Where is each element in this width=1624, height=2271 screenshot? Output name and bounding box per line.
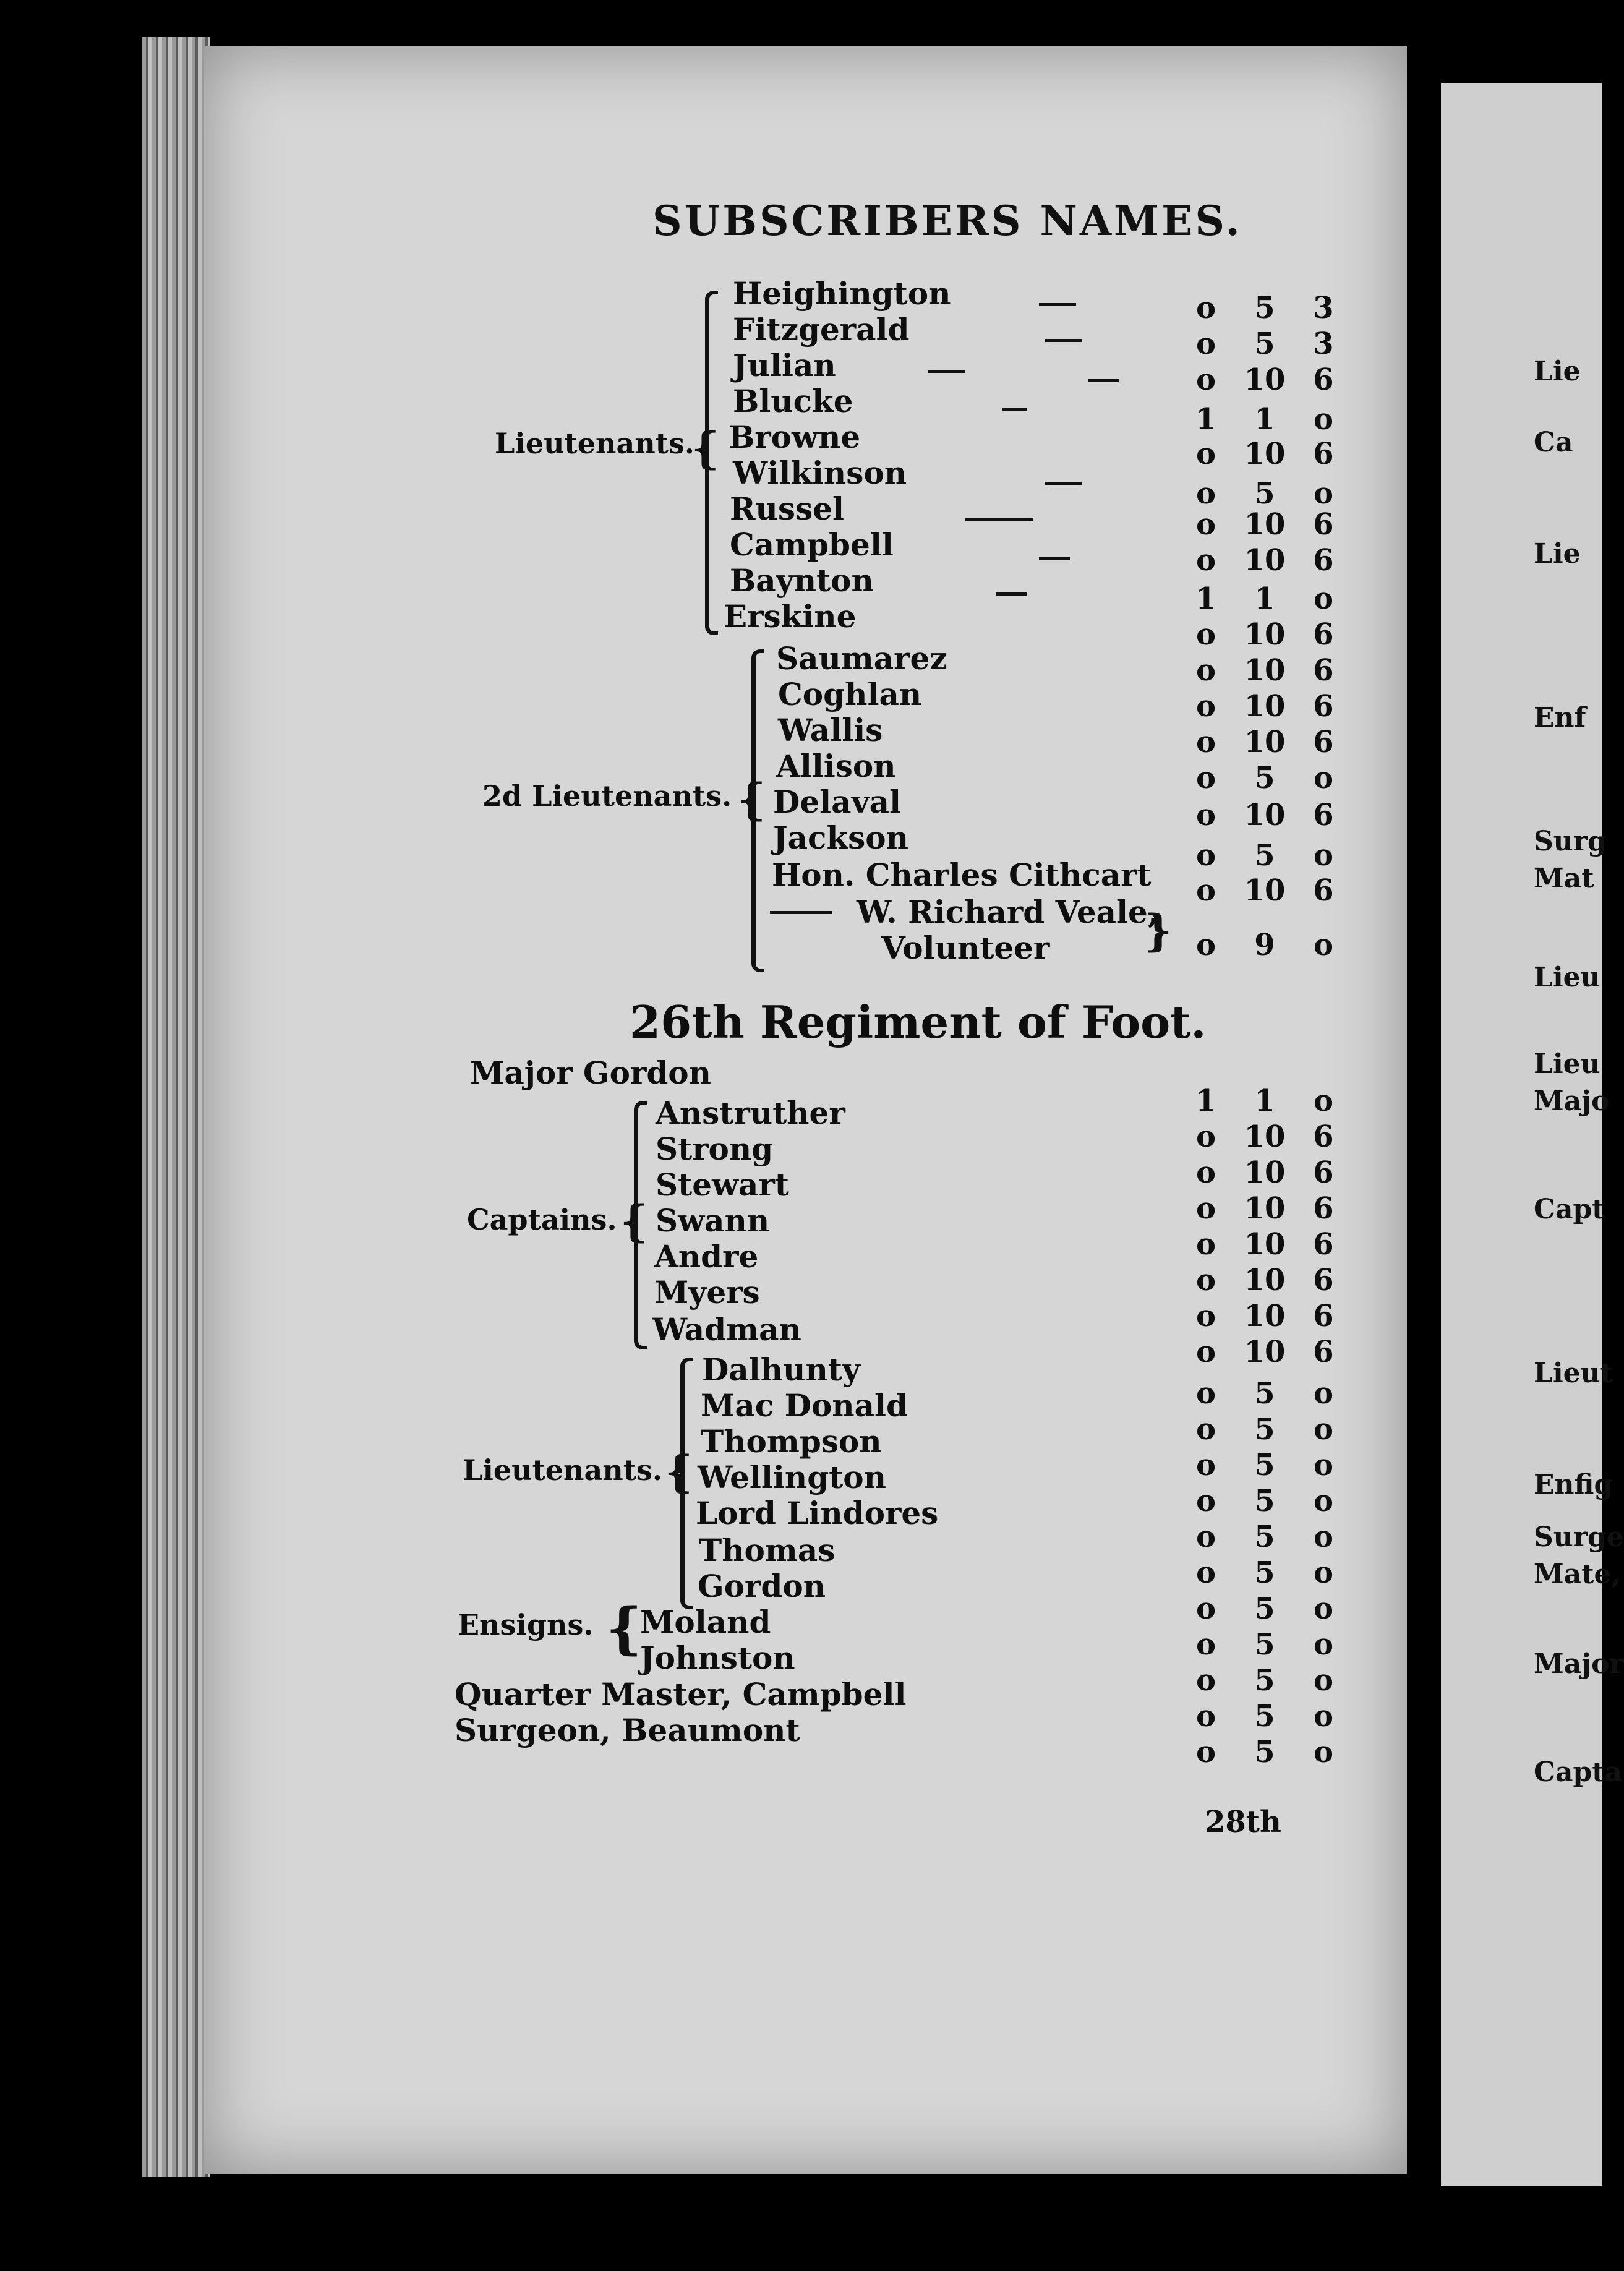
- facing-word: Ca: [1534, 427, 1573, 458]
- amount-row: o 5 o: [1195, 1735, 1333, 1769]
- subscriber-name: Baynton: [730, 562, 874, 599]
- facing-page: [1441, 83, 1602, 2186]
- amount-row: o 5 o: [1195, 1555, 1333, 1590]
- subscriber-name: Johnston: [640, 1640, 795, 1676]
- facing-word: Lieut: [1534, 1358, 1613, 1389]
- rule: [965, 518, 1033, 521]
- rank-label: Ensigns.: [458, 1608, 594, 1641]
- subscriber-name: Moland: [640, 1604, 771, 1640]
- subscriber-name: Major Gordon: [470, 1054, 711, 1091]
- rule: [770, 911, 832, 914]
- subscriber-name: Julian: [733, 347, 836, 383]
- amount-row: o 10 6: [1195, 798, 1334, 832]
- amount-row: o 5 3: [1195, 291, 1334, 325]
- amount-row: o 5 o: [1195, 838, 1333, 873]
- subscriber-name: Heighington: [733, 275, 951, 312]
- facing-word: Capta: [1534, 1756, 1623, 1788]
- rule: [928, 370, 965, 373]
- amount-row: o 10 6: [1195, 653, 1334, 688]
- amount-row: o 10 6: [1195, 507, 1334, 542]
- subscriber-name: Russel: [730, 490, 845, 527]
- subscriber-name: Quarter Master, Campbell: [455, 1676, 907, 1713]
- brace-tip: {: [665, 1446, 693, 1497]
- catchword: 28th: [1205, 1805, 1281, 1839]
- subscriber-name: Browne: [729, 419, 861, 455]
- subscriber-name: Wadman: [652, 1311, 801, 1348]
- facing-word: Lie: [1534, 538, 1581, 570]
- section-title: 26th Regiment of Foot.: [630, 996, 1207, 1048]
- rule: [1002, 408, 1027, 411]
- amount-row: 1 1 o: [1195, 581, 1333, 616]
- subscriber-name: Volunteer: [881, 930, 1050, 966]
- page-edge: [142, 37, 210, 2177]
- amount-row: o 5 3: [1195, 327, 1334, 361]
- facing-word: Lieu: [1534, 962, 1600, 993]
- amount-row: o 5 o: [1195, 1484, 1333, 1518]
- facing-word: Lie: [1534, 356, 1581, 387]
- brace-tip: }: [1144, 905, 1173, 956]
- rule: [1039, 303, 1076, 306]
- rule: [996, 592, 1027, 596]
- facing-word: Majo: [1534, 1085, 1610, 1117]
- amount-row: o 10 6: [1195, 1335, 1334, 1369]
- subscriber-name: Allison: [776, 748, 896, 784]
- amount-row: o 10 6: [1195, 1299, 1334, 1333]
- subscriber-name: Campbell: [730, 526, 894, 563]
- subscriber-name: Coghlan: [778, 676, 922, 712]
- brace-tip: {: [606, 1596, 642, 1661]
- rank-label: 2d Lieutenants.: [482, 779, 732, 813]
- rule: [1088, 378, 1119, 382]
- rank-label: Lieutenants.: [463, 1453, 662, 1487]
- amount-row: o 5 o: [1195, 1412, 1333, 1447]
- brace-tip: {: [738, 774, 766, 825]
- rank-label: Lieutenants.: [495, 427, 694, 460]
- facing-word: Major: [1534, 1648, 1624, 1680]
- facing-word: Lieu: [1534, 1048, 1600, 1080]
- facing-word: Surg: [1534, 826, 1607, 857]
- subscriber-name: Jackson: [773, 819, 908, 856]
- amount-row: o 10 6: [1195, 725, 1334, 759]
- page-header: SUBSCRIBERS NAMES.: [652, 197, 1242, 245]
- amount-row: o 10 6: [1195, 1119, 1334, 1154]
- facing-word: Enf: [1534, 702, 1586, 733]
- amount-row: o 10 6: [1195, 1227, 1334, 1262]
- amount-row: o 9 o: [1195, 928, 1333, 962]
- subscriber-name: Mac Donald: [701, 1387, 908, 1424]
- subscriber-name: Strong: [656, 1131, 774, 1167]
- subscriber-name: Delaval: [773, 784, 902, 820]
- subscriber-name: Andre: [654, 1238, 759, 1275]
- brace-tip: {: [620, 1195, 649, 1247]
- facing-word: Surge: [1534, 1521, 1624, 1553]
- subscriber-name: Erskine: [724, 598, 857, 635]
- rule: [1039, 557, 1070, 560]
- amount-row: o 10 6: [1195, 689, 1334, 724]
- amount-row: o 5 o: [1195, 1699, 1333, 1734]
- subscriber-name: Wilkinson: [733, 455, 907, 491]
- amount-row: o 5 o: [1195, 1591, 1333, 1626]
- rank-label: Captains.: [467, 1203, 617, 1236]
- subscriber-name: Gordon: [698, 1568, 826, 1604]
- subscriber-name: Stewart: [656, 1166, 789, 1203]
- subscriber-name: Surgeon, Beaumont: [455, 1712, 800, 1748]
- subscriber-name: Myers: [654, 1274, 760, 1311]
- amount-row: o 10 6: [1195, 362, 1334, 397]
- facing-word: Capt: [1534, 1194, 1605, 1225]
- subscriber-name: Blucke: [733, 383, 853, 419]
- subscriber-name: Swann: [656, 1202, 770, 1239]
- subscriber-name: Dalhunty: [702, 1351, 860, 1388]
- subscriber-name: Saumarez: [776, 640, 947, 677]
- subscriber-name: Fitzgerald: [733, 311, 910, 348]
- amount-row: o 5 o: [1195, 1627, 1333, 1662]
- subscriber-name: Wallis: [778, 712, 883, 748]
- brace-tip: {: [691, 422, 720, 474]
- amount-row: o 10 6: [1195, 873, 1334, 908]
- amount-row: o 10 6: [1195, 1263, 1334, 1298]
- subscriber-name: Wellington: [698, 1459, 886, 1495]
- amount-row: o 5 o: [1195, 1663, 1333, 1698]
- subscriber-name: W. Richard Veale,: [857, 894, 1159, 930]
- amount-row: o 5 o: [1195, 1448, 1333, 1482]
- facing-word: Mat: [1534, 863, 1594, 894]
- amount-row: o 5 o: [1195, 1376, 1333, 1411]
- amount-row: o 5 o: [1195, 1520, 1333, 1554]
- rule: [1045, 482, 1082, 485]
- amount-row: 1 1 o: [1195, 402, 1333, 437]
- amount-row: o 10 6: [1195, 543, 1334, 578]
- facing-word: Enfig: [1534, 1469, 1613, 1500]
- facing-word: Mate,: [1534, 1559, 1621, 1590]
- amount-row: o 5 o: [1195, 761, 1333, 795]
- amount-row: o 10 6: [1195, 1191, 1334, 1226]
- subscriber-name: Hon. Charles Cithcart: [772, 857, 1152, 893]
- amount-row: o 10 6: [1195, 1155, 1334, 1190]
- subscriber-name: Lord Lindores: [696, 1495, 939, 1531]
- subscriber-name: Anstruther: [656, 1095, 845, 1131]
- amount-row: o 10 6: [1195, 617, 1334, 652]
- amount-row: o 5 o: [1195, 476, 1333, 511]
- subscriber-name: Thompson: [701, 1423, 882, 1460]
- subscriber-name: Thomas: [699, 1532, 836, 1568]
- amount-row: o 10 6: [1195, 437, 1334, 471]
- rule: [1045, 339, 1082, 342]
- amount-row: 1 1 o: [1195, 1084, 1333, 1118]
